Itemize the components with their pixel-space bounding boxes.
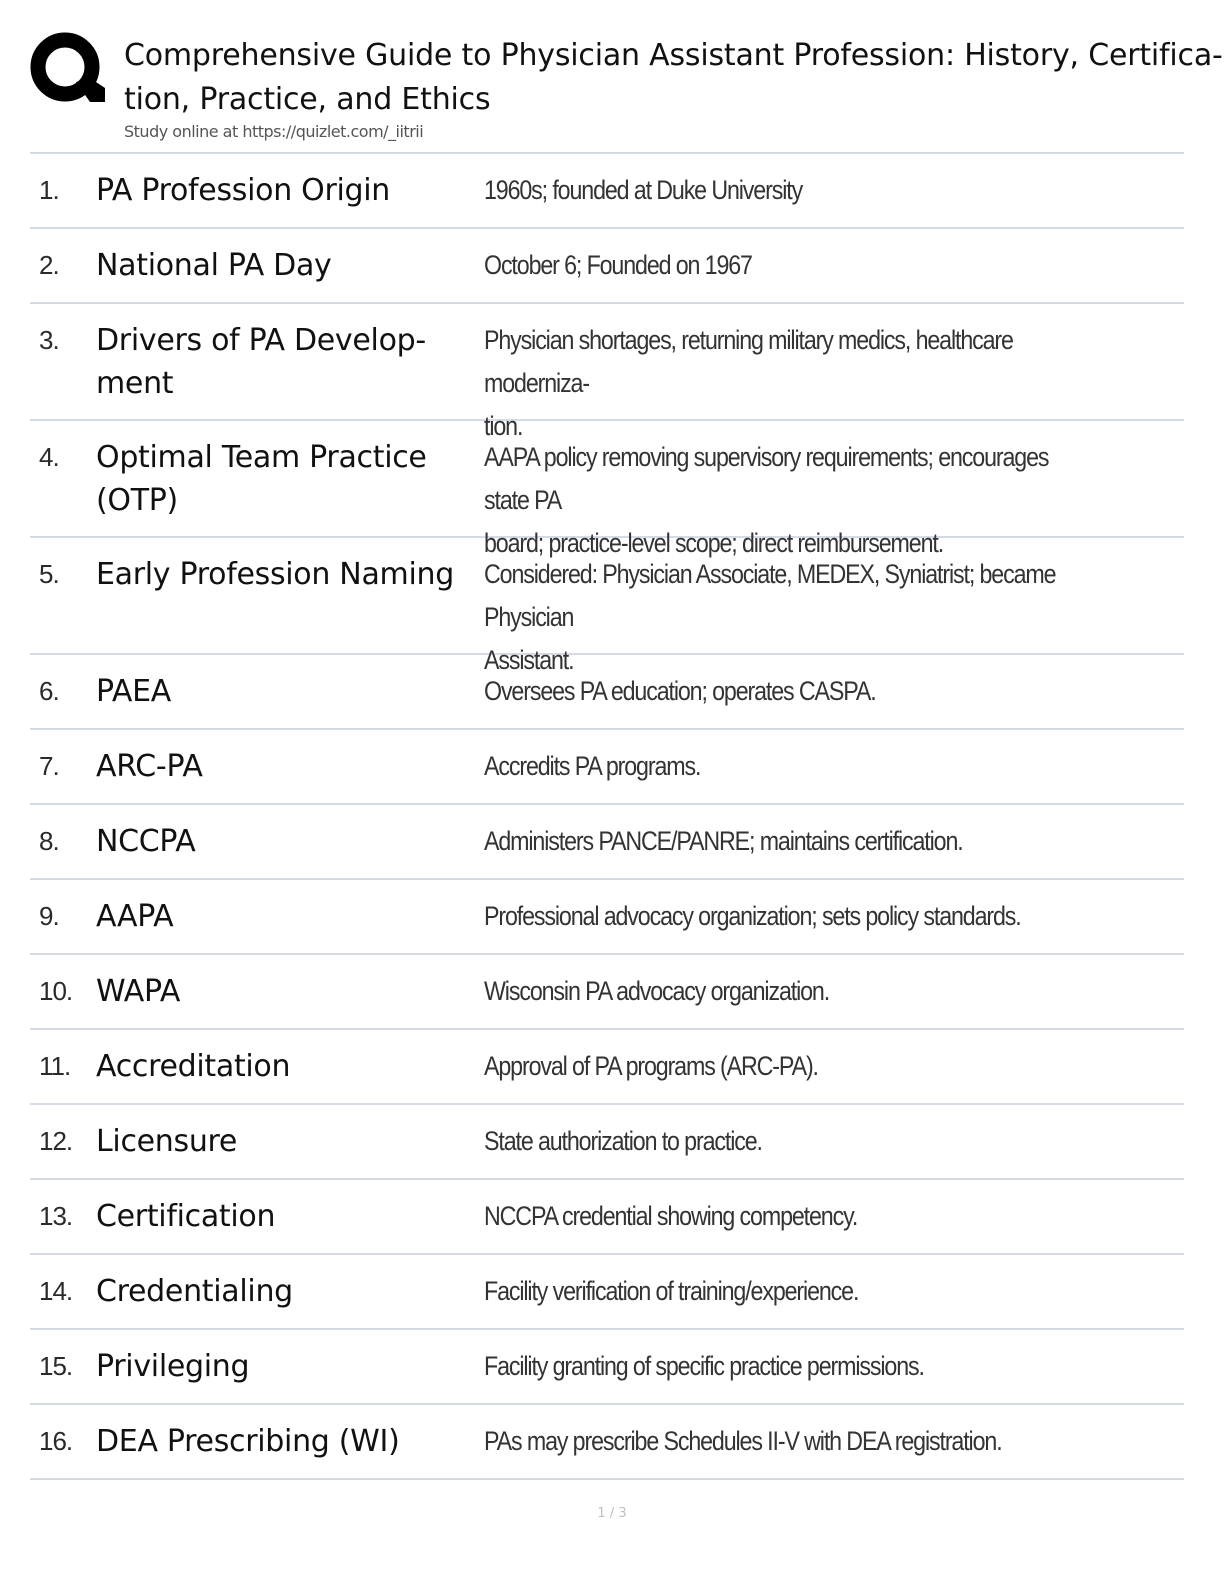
card-definition: Wisconsin PA advocacy organization.	[484, 976, 830, 1006]
card-definition: PAs may prescribe Schedules II-V with DEA registration.	[484, 1426, 1002, 1456]
card-term-line: (OTP)	[96, 483, 178, 518]
card-definition: NCCPA credential showing competency.	[484, 1201, 858, 1231]
card-term-line: Drivers of PA Develop-	[96, 323, 426, 358]
card-term	[96, 319, 484, 405]
card-number: 4.	[39, 442, 59, 472]
card-row	[30, 304, 1184, 441]
card-number: 14.	[39, 1276, 73, 1306]
page-indicator: 1 / 3	[597, 1506, 627, 1521]
card-term: Credentialing	[96, 1274, 293, 1309]
card-number: 10.	[39, 976, 73, 1006]
card-definition: 1960s; founded at Duke University	[484, 175, 803, 205]
card-definition-line: board; practice-level scope; direct reimbursement.	[484, 528, 944, 558]
card-row	[30, 229, 1184, 304]
card-term-line: Optimal Team Practice	[96, 440, 427, 475]
card-term: WAPA	[96, 974, 181, 1009]
card-term: Early Profession Naming	[96, 557, 454, 592]
page-title-line-2: tion, Practice, and Ethics	[124, 82, 491, 117]
card-definition: State authorization to practice.	[484, 1126, 762, 1156]
card-definition: Oversees PA education; operates CASPA.	[484, 676, 876, 706]
card-row	[30, 730, 1184, 805]
flashcard-list	[30, 152, 1184, 1480]
card-definition: Facility verification of training/experience.	[484, 1276, 859, 1306]
card-number: 9.	[39, 901, 59, 931]
card-row	[30, 880, 1184, 955]
document-header	[30, 30, 1223, 150]
card-number: 3.	[39, 325, 59, 355]
card-term: PAEA	[96, 674, 171, 709]
card-number: 2.	[39, 250, 59, 280]
card-definition: Accredits PA programs.	[484, 751, 701, 781]
card-row	[30, 538, 1184, 675]
card-number: 15.	[39, 1351, 73, 1381]
card-term: Privileging	[96, 1349, 250, 1384]
card-definition-line: Considered: Physician Associate, MEDEX, Syniatrist; became Physician	[484, 559, 1056, 632]
card-definition	[484, 553, 1086, 682]
card-row	[30, 421, 1184, 558]
card-term: Certification	[96, 1199, 276, 1234]
card-number: 13.	[39, 1201, 73, 1231]
study-online-link[interactable]: Study online at https://quizlet.com/_iitrii	[124, 122, 424, 141]
card-row	[30, 955, 1184, 1030]
card-number: 8.	[39, 826, 59, 856]
card-definition: October 6; Founded on 1967	[484, 250, 752, 280]
page-title-line-1: Comprehensive Guide to Physician Assistant Profession: History, Certifica-	[124, 38, 1223, 73]
card-row	[30, 1180, 1184, 1255]
card-term-line: ment	[96, 366, 174, 401]
card-definition	[484, 319, 1086, 448]
page-title	[124, 34, 1224, 122]
card-number: 7.	[39, 751, 59, 781]
card-term: PA Profession Origin	[96, 173, 391, 208]
card-row	[30, 154, 1184, 229]
card-definition: Approval of PA programs (ARC-PA).	[484, 1051, 818, 1081]
card-term: ARC-PA	[96, 749, 203, 784]
card-definition: Administers PANCE/PANRE; maintains certification.	[484, 826, 963, 856]
card-definition-line: Physician shortages, returning military medics, healthcare moderniza-	[484, 325, 1013, 398]
card-definition: Professional advocacy organization; sets policy standards.	[484, 901, 1021, 931]
card-number: 6.	[39, 676, 59, 706]
card-term: AAPA	[96, 899, 174, 934]
card-definition: Facility granting of specific practice permissions.	[484, 1351, 924, 1381]
card-term	[96, 436, 484, 522]
card-number: 12.	[39, 1126, 73, 1156]
card-row	[30, 805, 1184, 880]
card-definition-line: Assistant.	[484, 645, 574, 675]
card-row	[30, 1105, 1184, 1180]
card-number: 16.	[39, 1426, 73, 1456]
quizlet-logo-icon	[30, 30, 106, 106]
card-row	[30, 1255, 1184, 1330]
card-term: Licensure	[96, 1124, 238, 1159]
card-row	[30, 1330, 1184, 1405]
card-row	[30, 1405, 1184, 1480]
card-term: National PA Day	[96, 248, 332, 283]
card-term: DEA Prescribing (WI)	[96, 1424, 400, 1459]
card-definition	[484, 436, 1086, 565]
card-row	[30, 1030, 1184, 1105]
card-term: Accreditation	[96, 1049, 291, 1084]
card-number: 1.	[39, 175, 59, 205]
card-term: NCCPA	[96, 824, 196, 859]
card-number: 5.	[39, 559, 59, 589]
card-number: 11.	[39, 1051, 71, 1081]
card-definition-line: tion.	[484, 411, 523, 441]
card-definition-line: AAPA policy removing supervisory requirements; encourages state PA	[484, 442, 1049, 515]
